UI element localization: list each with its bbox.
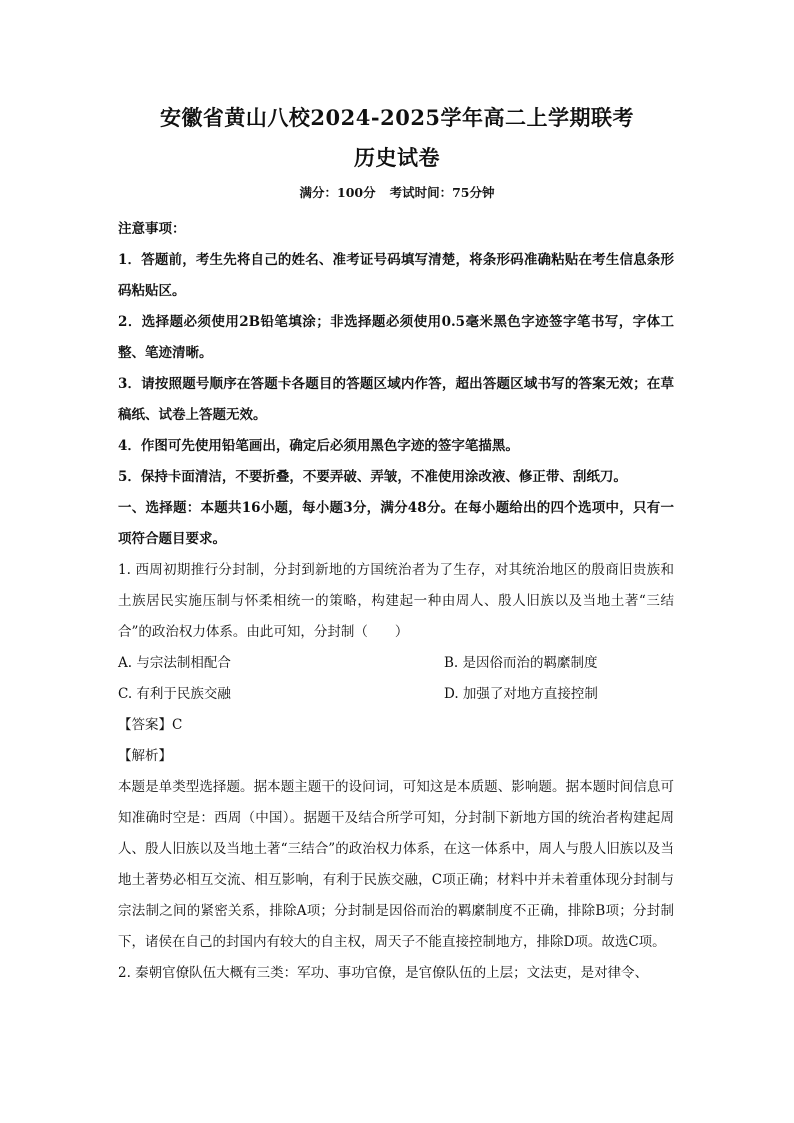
question-1-options-row-1 xyxy=(118,648,674,679)
exam-time-label: 考试时间：75分钟 xyxy=(389,185,495,200)
question-1-stem: 1. 西周初期推行分封制，分封到新地的方国统治者为了生存，对其统治地区的殷商旧贵族和土族居民实施压制与怀柔相统一的策略，构建起一种由周人、殷人旧族以及当地土著“三结合”的政治权力体系。由此可知，分封制（ ） xyxy=(118,562,674,640)
option-a: A. 与宗法制相配合 xyxy=(118,655,231,671)
document-body xyxy=(118,214,674,989)
note-item: 3．请按照题号顺序在答题卡各题目的答题区域内作答，超出答题区域书写的答案无效；在草稿纸、试卷上答题无效。 xyxy=(118,376,674,423)
option-d: D. 加强了对地方直接控制 xyxy=(444,686,598,702)
note-item: 1．答题前，考生先将自己的姓名、准考证号码填写清楚，将条形码准确粘贴在考生信息条形码粘贴区。 xyxy=(118,252,674,299)
question-2-stem: 2. 秦朝官僚队伍大概有三类：军功、事功官僚，是官僚队伍的上层；文法吏，是对律令、 xyxy=(118,965,649,981)
full-score-label: 满分：100分 xyxy=(299,185,376,200)
question-1-options-row-2 xyxy=(118,679,674,710)
option-c: C. 有利于民族交融 xyxy=(118,686,231,702)
option-b: B. 是因俗而治的羁縻制度 xyxy=(444,655,598,671)
question-1-analysis: 本题是单类型选择题。据本题主题干的设问词，可知这是本质题、影响题。据本题时间信息可知准确时空是：西周（中国）。据题干及结合所学可知，分封制下新地方国的统治者构建起周人、殷人旧族以及当地土著“三结合”的政治权力体系，在这一体系中，周人与殷人旧族以及当地土著势必相互交流、相互影响，有利于民族交融，C项正确；材料中并未着重体现分封制与宗法制之间的紧密关系，排除A项；分封制是因俗而治的羁縻制度不正确，排除B项；分封制下，诸侯在自己的封国内有较大的自主权，周天子不能直接控制地方，排除D项。故选C项。 xyxy=(118,779,674,950)
section-heading: 一、选择题：本题共16小题，每小题3分，满分48分。在每小题给出的四个选项中，只有一项符合题目要求。 xyxy=(118,500,674,547)
exam-subject-title: 历史试卷 xyxy=(354,145,440,170)
exam-title: 安徽省黄山八校2024-2025学年高二上学期联考 xyxy=(159,105,635,130)
note-item: 2．选择题必须使用2B铅笔填涂；非选择题必须使用0.5毫米黑色字迹签字笔书写，字体工整、笔迹清晰。 xyxy=(118,314,674,361)
question-1-analysis-heading: 【解析】 xyxy=(118,748,172,764)
note-item: 4．作图可先使用铅笔画出，确定后必须用黑色字迹的签字笔描黑。 xyxy=(118,438,519,454)
exam-meta xyxy=(0,183,794,203)
notes-heading: 注意事项： xyxy=(118,221,186,237)
note-item: 5．保持卡面清洁，不要折叠，不要弄破、弄皱，不准使用涂改液、修正带、刮纸刀。 xyxy=(118,469,627,485)
question-1-answer: 【答案】C xyxy=(118,717,183,733)
